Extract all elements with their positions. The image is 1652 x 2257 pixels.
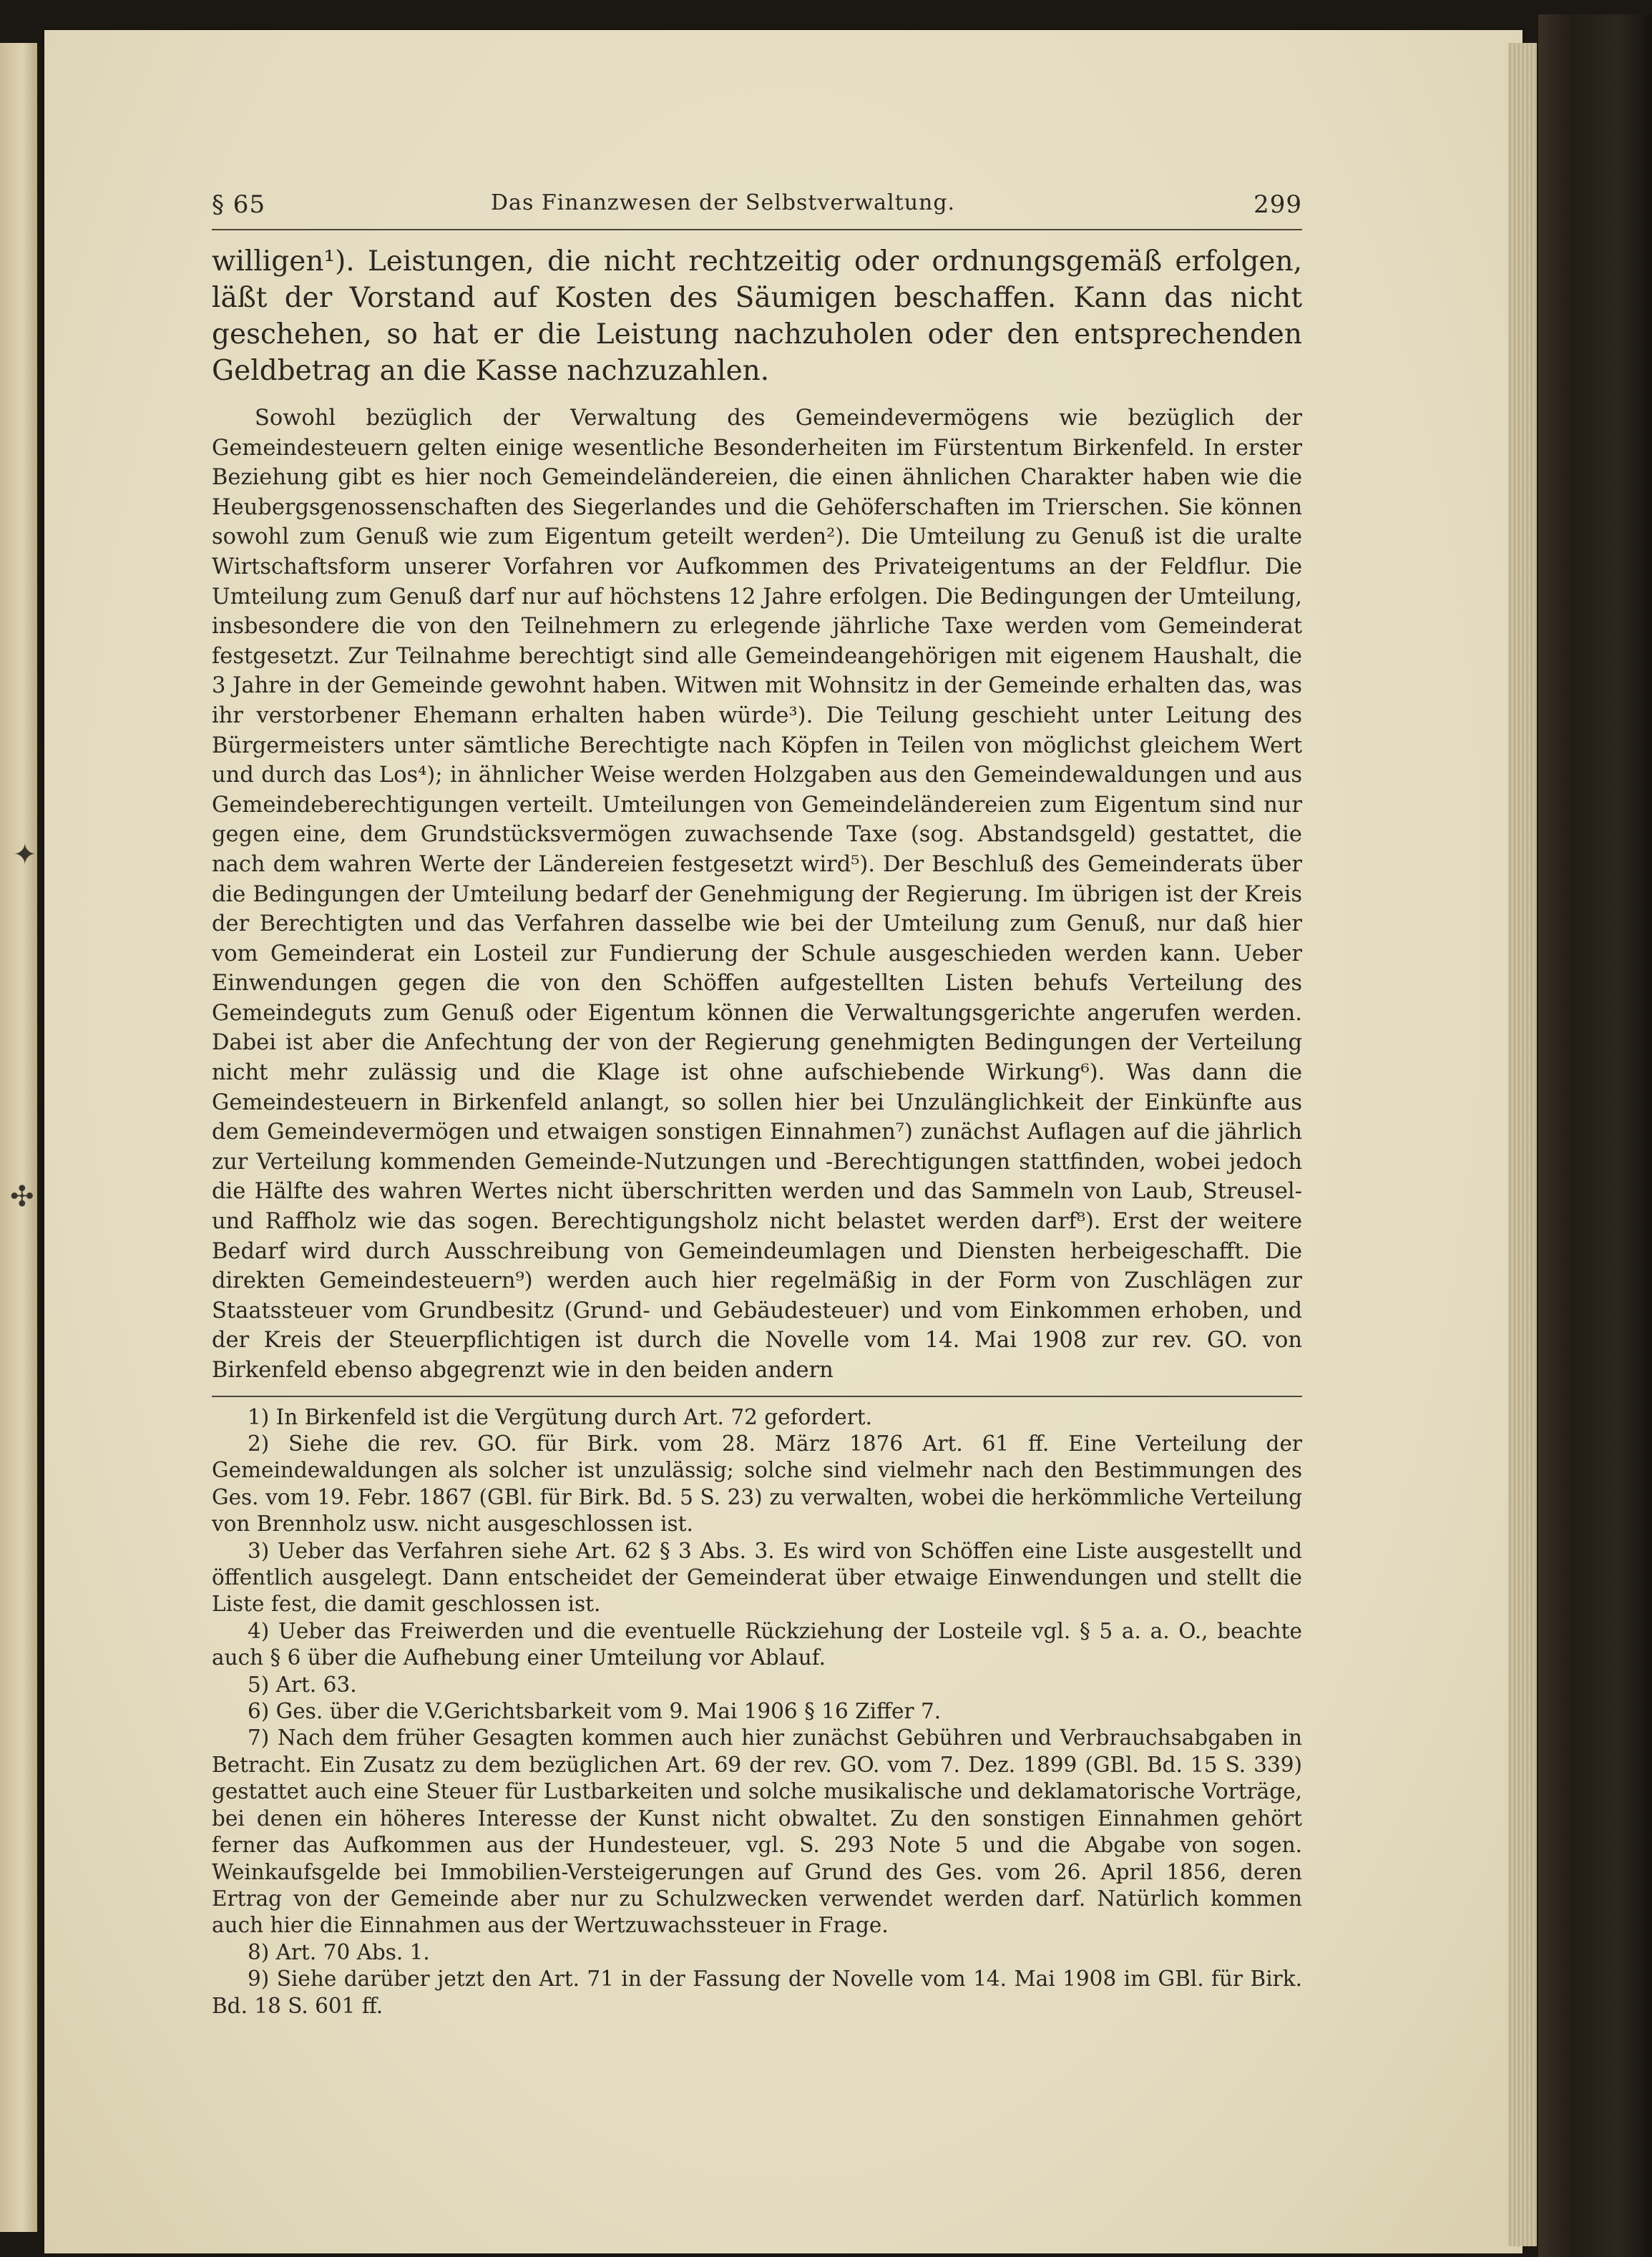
footnote: 3) Ueber das Verfahren siehe Art. 62 § 3 Abs. 3. Es wird von Schöffen eine Liste ausgestellt und öffentlich ausgelegt. Dann entscheidet der Gemeinderat über etwaige Einwendungen und stellt die Liste fest, die damit geschlossen ist.	[212, 1538, 1302, 1617]
footnote: 5) Art. 63.	[248, 1672, 357, 1697]
footnote: 4) Ueber das Freiwerden und die eventuelle Rückziehung der Losteile vgl. § 5 a. a. O., beachte auch § 6 über die Aufhebung einer Umteilung vor Ablauf.	[212, 1618, 1302, 1670]
section-number: § 65	[212, 190, 266, 219]
binding-mark: ✦	[13, 838, 37, 871]
lead-text: willigen¹). Leistungen, die nicht rechtzeitig oder ordnungsgemäß erfolgen, läßt der Vorstand auf Kosten des Säumigen beschaffen. Kann das nicht geschehen, so hat er die Leistung nachzuholen oder den entsprechenden Geldbetrag an die Kasse nachzuzahlen.	[212, 245, 1302, 387]
lead-paragraph	[212, 243, 1302, 389]
running-title: Das Finanzwesen der Selbstverwaltung.	[491, 190, 956, 215]
footnote: 1) In Birkenfeld ist die Vergütung durch Art. 72 gefordert.	[248, 1404, 873, 1429]
footnote: 2) Siehe die rev. GO. für Birk. vom 28. März 1876 Art. 61 ff. Eine Verteilung der Gemeindewaldungen als solcher ist unzulässig; solche sind vielmehr nach den Bestimmungen des Ges. vom 19. Febr. 1867 (GBl. für Birk. Bd. 5 S. 23) zu verwalten, wobei die herkömmliche Verteilung von Brennholz usw. nicht ausgeschlossen ist.	[212, 1431, 1302, 1537]
body-text: Sowohl bezüglich der Verwaltung des Gemeindevermögens wie bezüglich der Gemeindesteuern gelten einige wesentliche Besonderheiten im Fürstentum Birkenfeld. In erster Beziehung gibt es hier noch Gemeindeländereien, die einen ähnlichen Charakter haben wie die Heubergsgenossenschaften des Siegerlandes und die Gehöferschaften im Trierschen. Sie können sowohl zum Genuß wie zum Eigentum geteilt werden²). Die Umteilung zu Genuß ist die uralte Wirtschaftsform unserer Vorfahren vor Aufkommen des Privateigentums an der Feldflur. Die Umteilung zum Genuß darf nur auf höchstens 12 Jahre erfolgen. Die Bedingungen der Umteilung, insbesondere die von den Teilnehmern zu erlegende jährliche Taxe werden vom Gemeinderat festgesetzt. Zur Teilnahme berechtigt sind alle Gemeindeangehörigen mit eigenem Haushalt, die 3 Jahre in der Gemeinde gewohnt haben. Witwen mit Wohnsitz in der Gemeinde erhalten das, was ihr verstorbener Ehemann erhalten haben würde³). Die Teilung geschieht unter Leitung des Bürgermeisters unter sämtliche Berechtigte nach Köpfen in Teilen von möglichst gleichem Wert und durch das Los⁴); in ähnlicher Weise werden Holzgaben aus den Gemeindewaldungen und aus Gemeindeberechtigungen verteilt. Umteilungen von Gemeindeländereien zum Eigentum sind nur gegen eine, dem Grundstücksvermögen zuwachsende Taxe (sog. Abstandsgeld) gestattet, die nach dem wahren Werte der Ländereien festgesetzt wird⁵). Der Beschluß des Gemeinderats über die Bedingungen der Umteilung bedarf der Genehmigung der Regierung. Im übrigen ist der Kreis der Berechtigten und das Verfahren dasselbe wie bei der Umteilung zum Genuß, nur daß hier vom Gemeinderat ein Losteil zur Fundierung der Schule ausgeschieden werden kann. Ueber Einwendungen gegen die von den Schöffen aufgestellten Listen behufs Verteilung des Gemeindeguts zum Genuß oder Eigentum können die Verwaltungsgerichte angerufen werden. Dabei ist aber die Anfechtung der von der Regierung genehmigten Bedingungen der Verteilung nicht mehr zulässig und die Klage ist ohne aufschiebende Wirkung⁶). Was dann die Gemeindesteuern in Birkenfeld anlangt, so sollen hier bei Unzulänglichkeit der Einkünfte aus dem Gemeindevermögen und etwaigen sonstigen Einnahmen⁷) zunächst Auflagen auf die jährlich zur Verteilung kommenden Gemeinde-Nutzungen und -Berechtigungen stattfinden, wobei jedoch die Hälfte des wahren Wertes nicht überschritten werden und das Sammeln von Laub, Streusel- und Raffholz wie das sogen. Berechtigungsholz nicht belastet werden darf⁸). Erst der weitere Bedarf wird durch Ausschreibung von Gemeindeumlagen und Diensten herbeigeschafft. Die direkten Gemeindesteuern⁹) werden auch hier regelmäßig in der Form von Zuschlägen zur Staatssteuer vom Grundbesitz (Grund- und Gebäudesteuer) und vom Einkommen erhoben, und der Kreis der Steuerpflichtigen ist durch die Novelle vom 14. Mai 1908 zur rev. GO. von Birkenfeld ebenso abgegrenzt wie in den beiden andern	[212, 406, 1302, 1383]
footnote: 8) Art. 70 Abs. 1.	[248, 1939, 430, 1964]
previous-page-edge	[0, 43, 37, 2232]
main-paragraph	[212, 403, 1302, 1386]
binding-mark: ✣	[10, 1180, 34, 1213]
page-stack-edge	[1508, 43, 1537, 2246]
running-header	[212, 179, 1302, 230]
footnote: 9) Siehe darüber jetzt den Art. 71 in der Fassung der Novelle vom 14. Mai 1908 im GBl. für Birk. Bd. 18 S. 601 ff.	[212, 1967, 1302, 2018]
footnote-rule	[212, 1396, 1302, 1397]
footnote: 6) Ges. über die V.Gerichtsbarkeit vom 9. Mai 1906 § 16 Ziffer 7.	[248, 1699, 942, 1724]
page-number: 299	[1253, 190, 1302, 219]
page-content	[212, 179, 1302, 2019]
book-spine	[1538, 14, 1652, 2257]
footnote: 7) Nach dem früher Gesagten kommen auch hier zunächst Gebühren und Verbrauchsabgaben in Betracht. Ein Zusatz zu dem bezüglichen Art. 69 der rev. GO. vom 7. Dez. 1899 (GBl. Bd. 15 S. 339) gestattet auch eine Steuer für Lustbarkeiten und solche musikalische und deklamatorische Vorträge, bei denen ein höheres Interesse der Kunst nicht obwaltet. Zu den sonstigen Einnahmen gehört ferner das Aufkommen aus der Hundesteuer, vgl. S. 293 Note 5 und die Abgabe von sogen. Weinkaufsgelde bei Immobilien-Versteigerungen auf Grund des Ges. vom 26. April 1856, deren Ertrag von der Gemeinde aber nur zu Schulzwecken verwendet werden darf. Natürlich kommen auch hier die Einnahmen aus der Wertzuwachssteuer in Frage.	[212, 1725, 1302, 1938]
footnotes	[212, 1404, 1302, 2019]
